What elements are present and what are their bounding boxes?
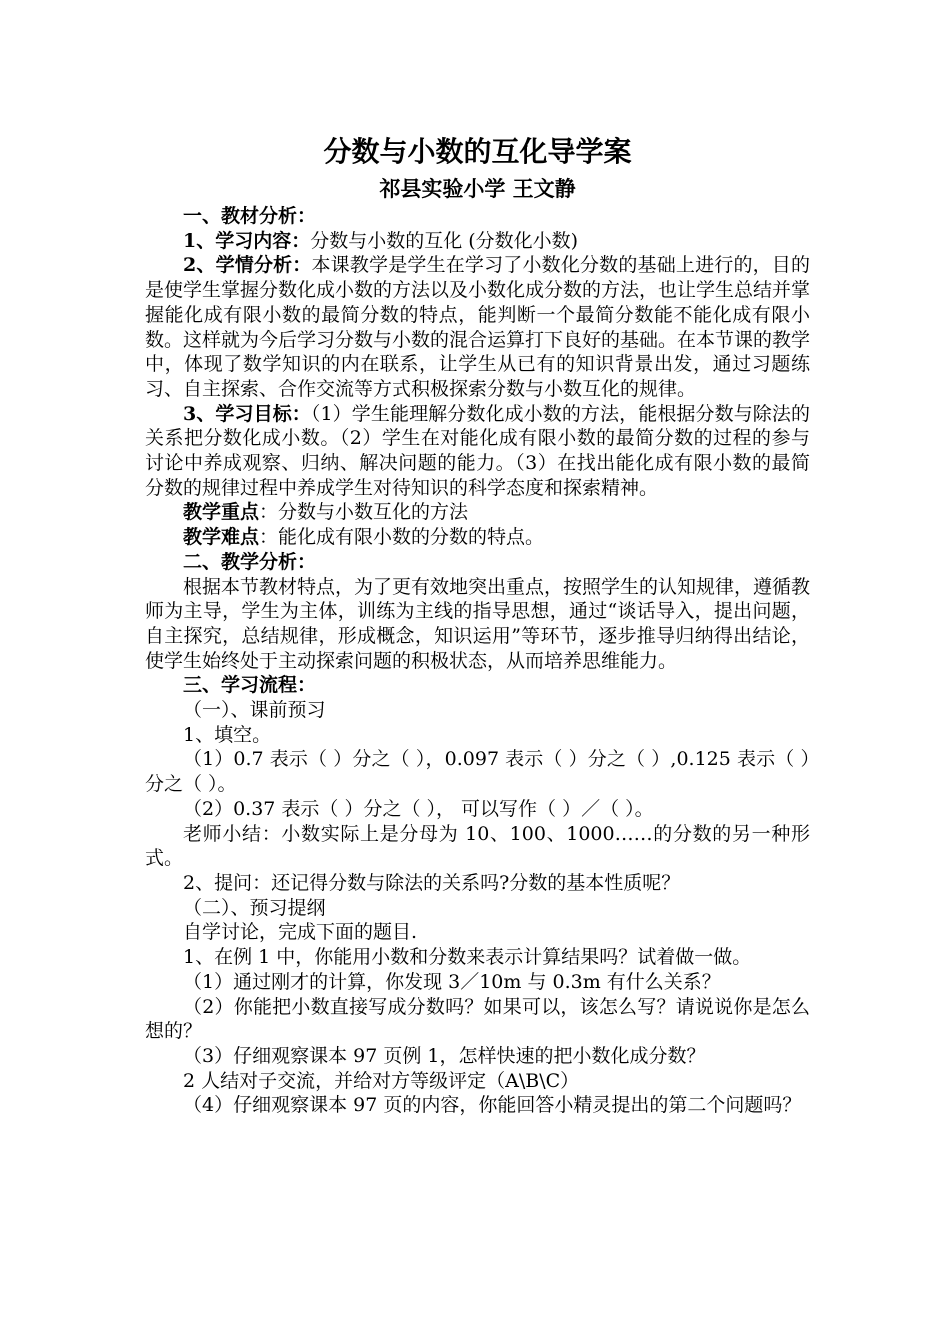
learning-content-label: 1、学习内容：	[183, 229, 311, 252]
learning-goals-label: 3、学习目标：	[183, 402, 311, 425]
teaching-difficulty-label: 教学难点	[183, 526, 260, 549]
document-subtitle: 祁县实验小学 王文静	[379, 176, 576, 201]
teaching-key-point-text: ：分数与小数互化的方法	[259, 501, 469, 524]
outline-part-heading: （二）、预习提纲	[183, 896, 326, 919]
learning-content-text: 分数与小数的互化 (分数化小数)	[310, 229, 579, 252]
situation-analysis-label: 2、学情分析：	[183, 254, 312, 277]
situation-analysis	[145, 253, 810, 401]
section-heading-2: 二、教学分析：	[183, 550, 317, 573]
teaching-difficulty-text: ：能化成有限小数的分数的特点。	[259, 526, 545, 549]
preview-part-heading: （一）、课前预习	[183, 699, 326, 722]
question-2: 2、提问：还记得分数与除法的关系吗?分数的基本性质呢？	[183, 871, 681, 894]
section-heading-3: 三、学习流程：	[183, 674, 317, 697]
exercise-1-2: （2）你能把小数直接写成分数吗？如果可以，该怎么写？请说说你是怎么想的？	[145, 995, 810, 1043]
teacher-summary: 老师小结：小数实际上是分母为 10、100、1000……的分数的另一种形式。	[145, 822, 810, 870]
question-1-2: （2）0.37 表示（ ）分之（ ）， 可以写作（ ）／（ ）。	[183, 797, 654, 820]
document-content	[145, 134, 810, 1118]
teaching-difficulty	[145, 525, 810, 550]
exercise-1-1: （1）通过刚才的计算，你发现 3／10m 与 0.3m 有什么关系？	[183, 970, 721, 993]
section-heading-1: 一、教材分析：	[183, 205, 317, 227]
document-title: 分数与小数的互化导学案	[323, 135, 632, 168]
teaching-key-point	[145, 500, 810, 525]
learning-content	[145, 229, 810, 254]
teaching-analysis-text: 根据本节教材特点，为了更有效地突出重点，按照学生的认知规律，遵循教师为主导，学生为主体，训练为主线的指导思想，通过“谈话导入，提出问题，自主探究，总结规律，形成概念，知识运用”等环节，逐步推导归纳得出结论，使学生始终处于主动探索问题的积极状态，从而培养思维能力。	[145, 575, 811, 672]
learning-goals-text: （1）学生能理解分数化成小数的方法，能根据分数与除法的关系把分数化成小数。（2）学生在对能化成有限小数的最简分数的过程的参与讨论中养成观察、归纳、解决问题的能力。（3）在找出能化成有限小数的最简分数的规律过程中养成学生对待知识的科学态度和探索精神。	[145, 402, 810, 499]
question-1-1: （1）0.7 表示（ ）分之（ ），0.097 表示（ ）分之（ ）,0.125 表示（ ）分之（ ）。	[145, 748, 810, 796]
question-1: 1、填空。	[183, 723, 272, 746]
self-study-instruction: 自学讨论，完成下面的题目.	[183, 921, 418, 944]
teaching-key-point-label: 教学重点	[183, 501, 260, 524]
pair-exchange: 2 人结对子交流，并给对方等级评定（A\B\C）	[183, 1069, 580, 1092]
situation-analysis-text: 本课教学是学生在学习了小数化分数的基础上进行的，目的是使学生掌握分数化成小数的方法以及小数化成分数的方法，也让学生总结并掌握能化成有限小数的最简分数的特点，能判断一个最简分数能不能化成有限小数。这样就为今后学习分数与小数的混合运算打下良好的基础。在本节课的教学中，体现了数学知识的内在联系，让学生从已有的知识背景出发，通过习题练习、自主探索、合作交流等方式积极探索分数与小数互化的规律。	[145, 254, 811, 400]
exercise-1: 1、在例 1 中，你能用小数和分数来表示计算结果吗？试着做一做。	[183, 946, 752, 969]
learning-goals	[145, 402, 810, 501]
exercise-1-4: （4）仔细观察课本 97 页的内容，你能回答小精灵提出的第二个问题吗？	[183, 1094, 802, 1117]
exercise-1-3: （3）仔细观察课本 97 页例 1，怎样快速的把小数化成分数？	[183, 1044, 706, 1067]
